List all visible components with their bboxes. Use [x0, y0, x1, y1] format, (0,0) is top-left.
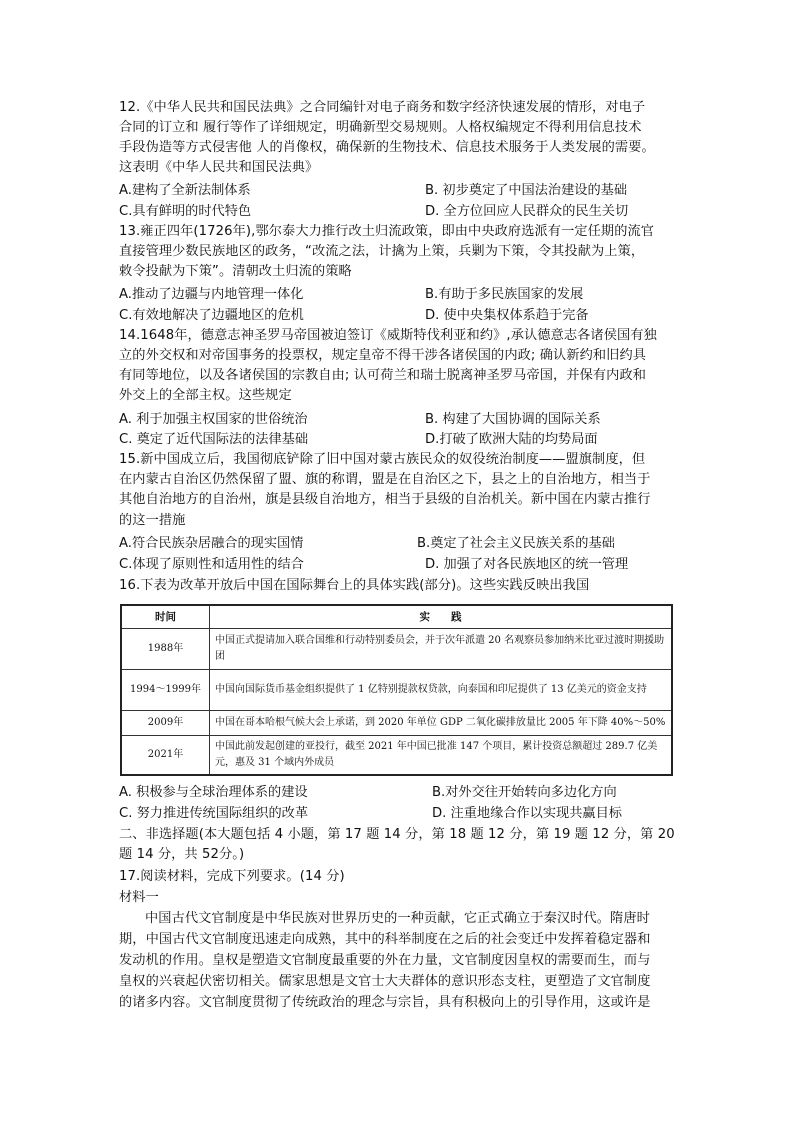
- q17-material-line-5: 的诸多内容。文官制度贯彻了传统政治的理念与宗旨，具有积极向上的引导作用，这或许是: [119, 995, 651, 1010]
- q14-line-3: 有同等地位，以及各诸侯国的宗教自由; 认可荷兰和瑞士脱离神圣罗马帝国，并保有内政和: [119, 368, 647, 383]
- q17-material-line-3: 发动机的作用。皇权是塑造文官制度最重要的外在力量，文官制度因皇权的需要而生，而与: [119, 953, 651, 968]
- q13-line-2: 直接管理少数民族地区的政务，“改流之法，计擒为上策，兵剿为下策，令其投献为上策，: [119, 244, 645, 259]
- q12-option-a: A.建构了全新法制体系: [119, 183, 251, 198]
- table-cell-practice: 中国此前发起创建的亚投行，截至 2021 年中国已批准 147 个项目，累计投资总额超过 289.7 亿美元，惠及 31 个域内外成员: [210, 736, 673, 776]
- q14-line-4: 外交上的全部主权。这些规定: [119, 388, 292, 403]
- q17-stem: 17.阅读材料，完成下列要求。(14 分): [119, 869, 345, 884]
- q15-line-1: 15.新中国成立后，我国彻底铲除了旧中国对蒙古族民众的奴役统治制度——盟旗制度，但: [119, 452, 646, 467]
- q12-option-d: D. 全方位回应人民群众的民生关切: [425, 204, 629, 219]
- section2-line-2: 题 14 分，共 52分。): [119, 847, 245, 862]
- q15-line-4: 的这一措施: [119, 513, 186, 528]
- table-row: [121, 670, 672, 711]
- q13-line-3: 敕令投献为下策”。清朝改土归流的策略: [119, 264, 352, 279]
- q14-option-c: C. 奠定了近代国际法的法律基础: [119, 432, 309, 447]
- q13-option-b: B.有助于多民族国家的发展: [425, 287, 584, 302]
- q13-line-1: 13.雍正四年(1726年),鄂尔泰大力推行改土归流政策，即由中央政府选派有一定任期的流官: [119, 224, 655, 239]
- q15-option-c: C.体现了原则性和适用性的结合: [119, 557, 304, 572]
- table-cell-year: 2021年: [121, 736, 210, 776]
- table-header-practice: 实 践: [210, 605, 673, 629]
- q12-line-4: 这表明《中华人民共和国民法典》: [119, 160, 319, 175]
- q17-material-label: 材料一: [119, 890, 159, 905]
- q14-option-d: D.打破了欧洲大陆的均势局面: [425, 432, 598, 447]
- table-cell-practice: 中国向国际货币基金组织提供了 1 亿特别提款权贷款，向泰国和印尼提供了 13 亿美元的资金支持: [210, 670, 673, 711]
- table-row: [121, 711, 672, 736]
- practice-table: [120, 604, 673, 776]
- q16-option-d: D. 注重地缘合作以实现共赢目标: [432, 806, 622, 821]
- section2-line-1: 二、非选择题(本大题包括 4 小题，第 17 题 14 分，第 18 题 12 分，第 19 题 12 分，第 20: [119, 827, 675, 842]
- q16-stem: 16.下表为改革开放后中国在国际舞台上的具体实践(部分)。这些实践反映出我国: [119, 578, 590, 593]
- q16-option-c: C. 努力推进传统国际组织的改革: [119, 806, 309, 821]
- q13-option-c: C.有效地解决了边疆地区的危机: [119, 308, 304, 323]
- table-header-row: [121, 605, 672, 629]
- q14-line-1: 14.1648年，德意志神圣罗马帝国被迫签订《威斯特伐利亚和约》,承认德意志各诸侯国有独: [119, 328, 657, 343]
- table-header-time: 时间: [121, 605, 210, 629]
- q12-line-3: 手段伪造等方式侵害他 人的肖像权，确保新的生物技术、信息技术服务于人类发展的需要。: [119, 140, 655, 155]
- q16-option-a: A. 积极参与全球治理体系的建设: [119, 785, 308, 800]
- q15-option-a: A.符合民族杂居融合的现实国情: [119, 536, 304, 551]
- q12-option-b: B. 初步奠定了中国法治建设的基础: [425, 183, 628, 198]
- q15-option-b: B.奠定了社会主义民族关系的基础: [417, 536, 615, 551]
- table-row: [121, 629, 672, 670]
- q13-option-a: A.推动了边疆与内地管理一体化: [119, 287, 304, 302]
- table-cell-year: 1988年: [121, 629, 210, 670]
- q14-line-2: 立的外交权和对帝国事务的投票权，规定皇帝不得干涉各诸侯国的内政; 确认新约和旧约具: [119, 348, 647, 363]
- table-cell-practice: 中国在哥本哈根气候大会上承诺，到 2020 年单位 GDP 二氧化碳排放量比 2005 年下降 40%～50%: [210, 711, 673, 736]
- q14-option-b: B. 构建了大国协调的国际关系: [425, 412, 601, 427]
- table-cell-practice: 中国正式提请加入联合国维和行动特别委员会，并于次年派遣 20 名观察员参加纳米比亚过渡时期援助团: [210, 629, 673, 670]
- q15-line-3: 其他自治地方的自治州，旗是县级自治地方，相当于县级的自治机关。新中国在内蒙古推行: [119, 492, 651, 507]
- q12-line-1: 12.《中华人民共和国民法典》之合同编针对电子商务和数字经济快速发展的情形，对电子: [119, 100, 646, 115]
- table-cell-year: 1994～1999年: [121, 670, 210, 711]
- q17-material-line-4: 皇权的兴衰起伏密切相关。儒家思想是文官士大夫群体的意识形态支柱，更塑造了文官制度: [119, 974, 651, 989]
- q13-option-d: D. 使中央集权体系趋于完备: [425, 308, 589, 323]
- q17-material-line-1: 中国古代文官制度是中华民族对世界历史的一种贡献，它正式确立于秦汉时代。隋唐时: [145, 911, 650, 926]
- q16-option-b: B.对外交往开始转向多边化方向: [432, 785, 617, 800]
- q12-option-c: C.具有鲜明的时代特色: [119, 204, 252, 219]
- table-cell-year: 2009年: [121, 711, 210, 736]
- q14-option-a: A. 利于加强主权国家的世俗统治: [119, 412, 308, 427]
- q17-material-line-2: 期，中国古代文官制度迅速走向成熟，其中的科举制度在之后的社会变迁中发挥着稳定器和: [119, 932, 651, 947]
- table-row: [121, 736, 672, 776]
- q15-option-d: D. 加强了对各民族地区的统一管理: [425, 557, 629, 572]
- q12-line-2: 合同的订立和 履行等作了详细规定，明确新型交易规则。人格权编规定不得利用信息技术: [119, 120, 642, 135]
- q15-line-2: 在内蒙古自治区仍然保留了盟、旗的称谓，盟是在自治区之下，县之上的自治地方，相当于: [119, 472, 651, 487]
